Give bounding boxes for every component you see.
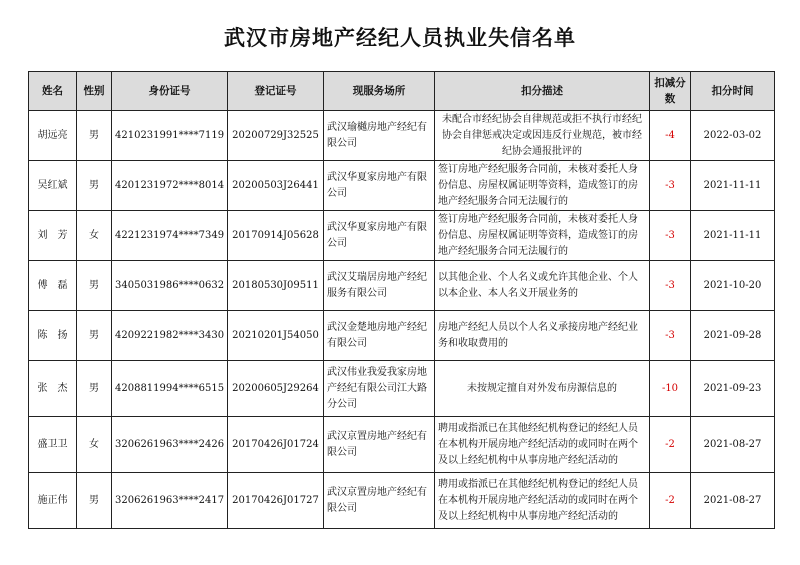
cell-gender: 男 [77, 311, 112, 361]
cell-description: 以其他企业、个人名义或允许其他企业、个人以本企业、本人名义开展业务的 [435, 261, 650, 311]
header-points: 扣减分数 [650, 72, 691, 111]
table-row [29, 161, 775, 211]
table-row [29, 211, 775, 261]
cell-gender: 女 [77, 417, 112, 473]
header-description: 扣分描述 [435, 72, 650, 111]
cell-name: 傅 磊 [29, 261, 77, 311]
cell-id-number: 4221231974****7349 [112, 211, 228, 261]
cell-agency: 武汉京置房地产经纪有限公司 [324, 473, 435, 529]
cell-name: 胡远亮 [29, 111, 77, 161]
cell-gender: 男 [77, 111, 112, 161]
cell-date: 2021-09-23 [691, 361, 775, 417]
cell-name: 盛卫卫 [29, 417, 77, 473]
cell-agency: 武汉华夏家房地产有限公司 [324, 211, 435, 261]
cell-points: -2 [650, 417, 691, 473]
table-row [29, 111, 775, 161]
cell-name: 吴红斌 [29, 161, 77, 211]
cell-id-number: 4210231991****7119 [112, 111, 228, 161]
header-id-number: 身份证号 [112, 72, 228, 111]
header-agency: 现服务场所 [324, 72, 435, 111]
cell-gender: 男 [77, 161, 112, 211]
cell-date: 2022-03-02 [691, 111, 775, 161]
cell-description: 聘用或指派已在其他经纪机构登记的经纪人员在本机构开展房地产经纪活动的或同时在两个及以上经纪机构中从事房地产经纪活动的 [435, 473, 650, 529]
cell-date: 2021-10-20 [691, 261, 775, 311]
cell-points: -3 [650, 311, 691, 361]
cell-description: 未按规定擅自对外发布房源信息的 [435, 361, 650, 417]
cell-id-number: 3206261963****2426 [112, 417, 228, 473]
cell-reg-number: 20180530J09511 [228, 261, 324, 311]
header-name: 姓名 [29, 72, 77, 111]
cell-reg-number: 20210201J54050 [228, 311, 324, 361]
cell-reg-number: 20170426J01724 [228, 417, 324, 473]
cell-name: 刘 芳 [29, 211, 77, 261]
cell-agency: 武汉京置房地产经纪有限公司 [324, 417, 435, 473]
cell-id-number: 4209221982****3430 [112, 311, 228, 361]
cell-points: -3 [650, 161, 691, 211]
cell-gender: 男 [77, 261, 112, 311]
header-gender: 性别 [77, 72, 112, 111]
header-date: 扣分时间 [691, 72, 775, 111]
cell-date: 2021-08-27 [691, 473, 775, 529]
cell-reg-number: 20170914J05628 [228, 211, 324, 261]
header-row [29, 72, 775, 111]
table-row [29, 473, 775, 529]
cell-points: -4 [650, 111, 691, 161]
cell-gender: 男 [77, 473, 112, 529]
cell-id-number: 4208811994****6515 [112, 361, 228, 417]
cell-id-number: 3206261963****2417 [112, 473, 228, 529]
cell-agency: 武汉瑜樾房地产经纪有限公司 [324, 111, 435, 161]
cell-points: -3 [650, 261, 691, 311]
table-row [29, 261, 775, 311]
cell-date: 2021-09-28 [691, 311, 775, 361]
cell-agency: 武汉伟业我爱我家房地产经纪有限公司江大路分公司 [324, 361, 435, 417]
cell-points: -10 [650, 361, 691, 417]
cell-gender: 女 [77, 211, 112, 261]
cell-description: 房地产经纪人员以个人名义承接房地产经纪业务和收取费用的 [435, 311, 650, 361]
cell-reg-number: 20170426J01727 [228, 473, 324, 529]
cell-description: 未配合市经纪协会自律规范或拒不执行市经纪协会自律惩戒决定或因违反行业规范，被市经纪协会通报批评的 [435, 111, 650, 161]
cell-reg-number: 20200729J32525 [228, 111, 324, 161]
cell-agency: 武汉艾瑞居房地产经纪服务有限公司 [324, 261, 435, 311]
cell-reg-number: 20200605J29264 [228, 361, 324, 417]
cell-agency: 武汉华夏家房地产有限公司 [324, 161, 435, 211]
blacklist-table [28, 71, 775, 529]
cell-points: -2 [650, 473, 691, 529]
cell-name: 陈 扬 [29, 311, 77, 361]
cell-id-number: 3405031986****0632 [112, 261, 228, 311]
cell-agency: 武汉金楚地房地产经纪有限公司 [324, 311, 435, 361]
cell-date: 2021-11-11 [691, 161, 775, 211]
cell-date: 2021-08-27 [691, 417, 775, 473]
cell-id-number: 4201231972****8014 [112, 161, 228, 211]
header-reg-number: 登记证号 [228, 72, 324, 111]
cell-gender: 男 [77, 361, 112, 417]
cell-description: 聘用或指派已在其他经纪机构登记的经纪人员在本机构开展房地产经纪活动的或同时在两个及以上经纪机构中从事房地产经纪活动的 [435, 417, 650, 473]
cell-points: -3 [650, 211, 691, 261]
cell-description: 签订房地产经纪服务合同前，未核对委托人身份信息、房屋权属证明等资料，造成签订的房地产经纪服务合同无法履行的 [435, 161, 650, 211]
cell-name: 张 杰 [29, 361, 77, 417]
table-row [29, 361, 775, 417]
table-row [29, 417, 775, 473]
table-row [29, 311, 775, 361]
page-title: 武汉市房地产经纪人员执业失信名单 [224, 26, 576, 50]
cell-reg-number: 20200503J26441 [228, 161, 324, 211]
cell-name: 施正伟 [29, 473, 77, 529]
cell-date: 2021-11-11 [691, 211, 775, 261]
cell-description: 签订房地产经纪服务合同前，未核对委托人身份信息、房屋权属证明等资料，造成签订的房地产经纪服务合同无法履行的 [435, 211, 650, 261]
